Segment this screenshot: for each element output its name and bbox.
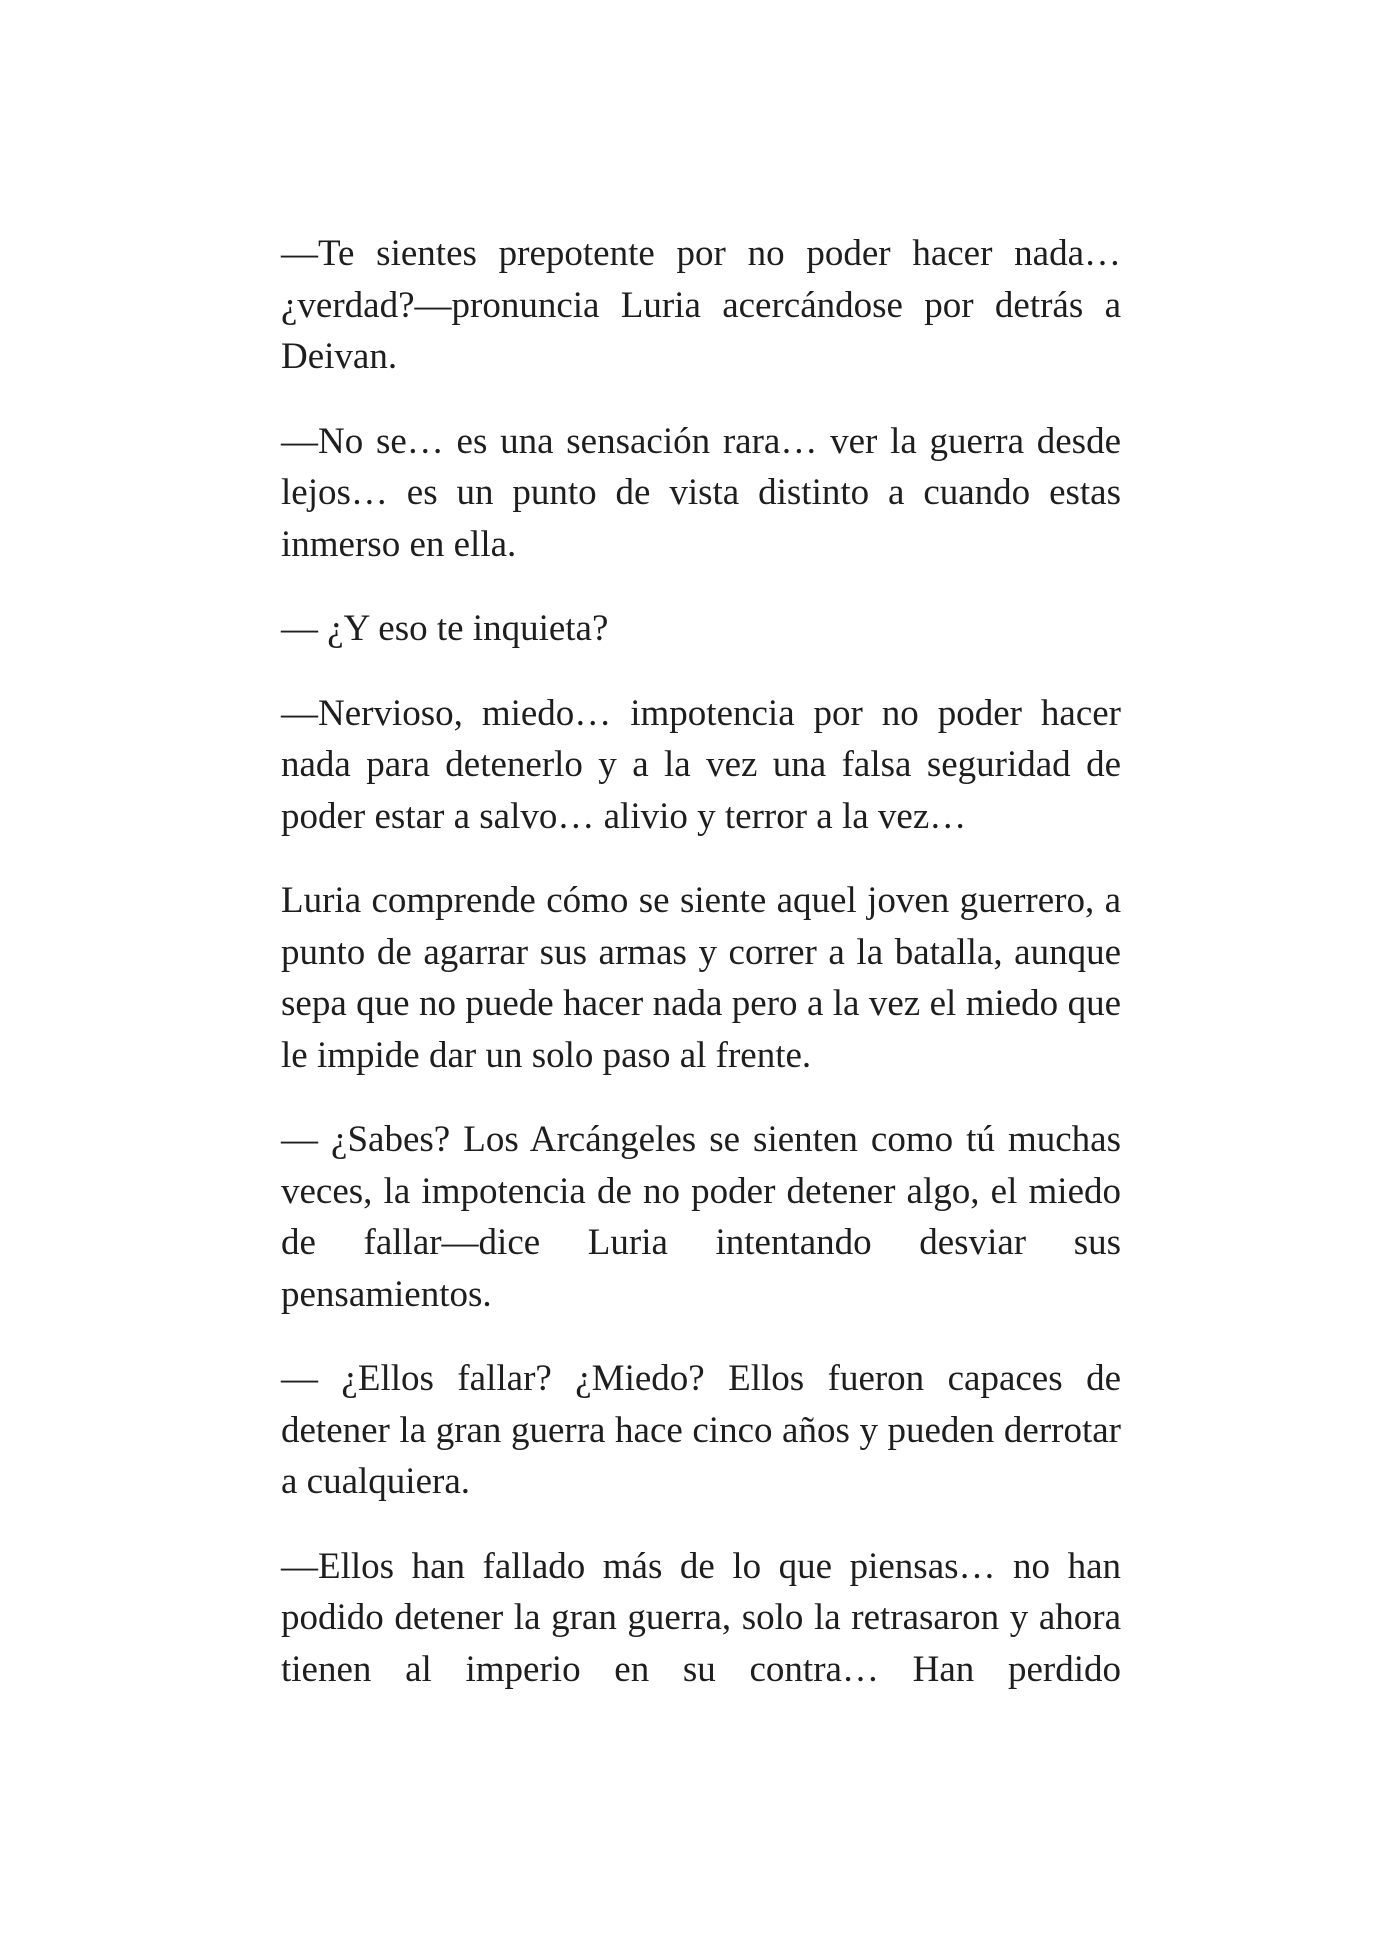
- paragraph-5: Luria comprende cómo se siente aquel joven guerrero, a punto de agarrar sus armas y correr a la batalla, aunque sepa que no puede hacer nada pero a la vez el miedo que le impide dar un solo paso al frente.: [281, 880, 1121, 1076]
- paragraph-6: — ¿Sabes? Los Arcángeles se sienten como tú muchas veces, la impotencia de no poder detener algo, el miedo de fallar—dice Luria intentando desviar sus pensamientos.: [281, 1119, 1121, 1315]
- page-body-text: [281, 228, 1121, 1695]
- paragraph-7: — ¿Ellos fallar? ¿Miedo? Ellos fueron capaces de detener la gran guerra hace cinco años y pueden derrotar a cualquiera.: [281, 1358, 1121, 1502]
- paragraph-2: —No se… es una sensación rara… ver la guerra desde lejos… es un punto de vista distinto a cuando estas inmerso en ella.: [281, 420, 1121, 565]
- paragraph-1: —Te sientes prepotente por no poder hacer nada… ¿verdad?—pronuncia Luria acercándose por detrás a Deivan.: [281, 233, 1121, 377]
- paragraph-4: —Nervioso, miedo… impotencia por no poder hacer nada para detenerlo y a la vez una falsa seguridad de poder estar a salvo… alivio y terror a la vez…: [281, 692, 1121, 837]
- paragraph-3: — ¿Y eso te inquieta?: [281, 608, 609, 649]
- paragraph-8: —Ellos han fallado más de lo que piensas… no han podido detener la gran guerra, solo la retrasaron y ahora tienen al imperio en su contra… Han perdido: [281, 1545, 1121, 1690]
